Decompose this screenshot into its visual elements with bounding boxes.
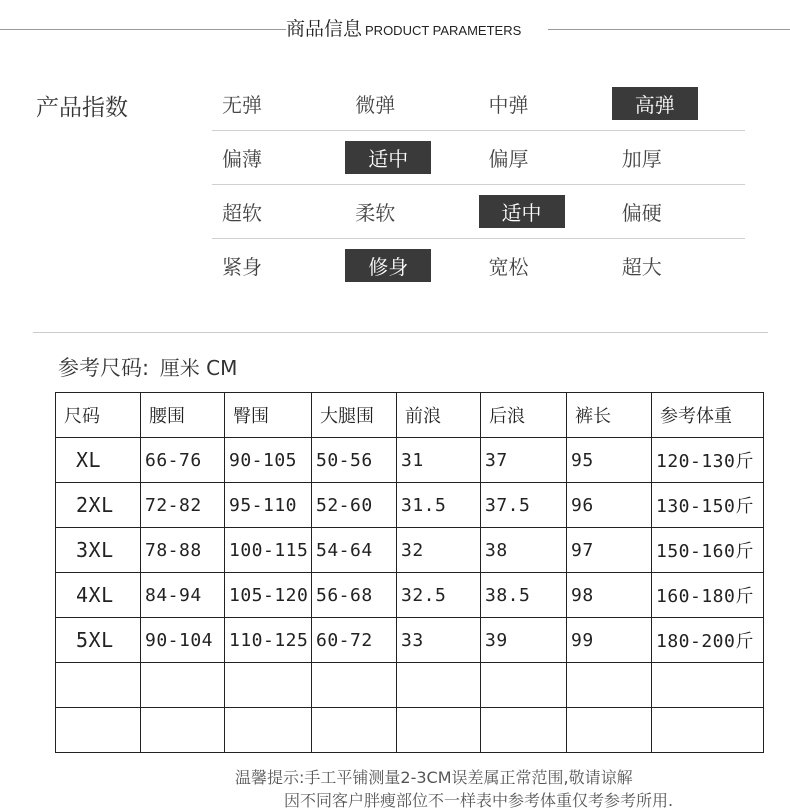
table-cell: [397, 663, 481, 708]
param-option: [212, 89, 345, 118]
table-cell: 97: [567, 528, 652, 573]
table-cell: 52-60: [312, 483, 397, 528]
column-header: 臀围: [225, 393, 312, 438]
table-cell: 90-104: [141, 618, 225, 663]
table-cell: [141, 708, 225, 753]
table-cell: 39: [481, 618, 567, 663]
param-option-label: 超软: [222, 201, 262, 225]
table-cell: [56, 708, 141, 753]
size-chart-title: [58, 352, 237, 382]
param-option-label: 高弹: [612, 87, 698, 120]
table-cell: 160-180斤: [652, 573, 764, 618]
note-line-1: 温馨提示:手工平铺测量2-3CM误差属正常范围,敬请谅解: [235, 768, 633, 787]
table-cell: [481, 708, 567, 753]
table-cell: 3XL: [56, 528, 141, 573]
param-option-label: 修身: [345, 249, 431, 282]
table-cell: [56, 663, 141, 708]
param-option: [345, 89, 478, 118]
param-option-label: 无弹: [222, 93, 262, 117]
table-cell: 33: [397, 618, 481, 663]
table-cell: [397, 708, 481, 753]
table-cell: [141, 663, 225, 708]
column-header: 后浪: [481, 393, 567, 438]
table-row: [56, 528, 764, 573]
table-cell: 50-56: [312, 438, 397, 483]
table-cell: 96: [567, 483, 652, 528]
table-cell: 5XL: [56, 618, 141, 663]
param-option-label: 超大: [621, 255, 662, 279]
table-cell: 60-72: [312, 618, 397, 663]
table-cell: 95: [567, 438, 652, 483]
table-cell: 95-110: [225, 483, 312, 528]
header-rule-right: [548, 29, 790, 30]
param-option: [479, 251, 612, 280]
table-cell: [481, 663, 567, 708]
param-row: [212, 239, 745, 292]
param-option: [612, 197, 745, 226]
table-cell: [312, 663, 397, 708]
param-option-label: 偏硬: [621, 201, 662, 225]
table-cell: 66-76: [141, 438, 225, 483]
table-cell: 98: [567, 573, 652, 618]
table-cell: [567, 663, 652, 708]
param-option-label: 适中: [345, 141, 431, 174]
header-title-en: PRODUCT PARAMETERS: [365, 23, 522, 38]
table-cell: 99: [567, 618, 652, 663]
table-cell: 38.5: [481, 573, 567, 618]
table-cell: 110-125: [225, 618, 312, 663]
table-cell: 54-64: [312, 528, 397, 573]
header-title-cn: 商品信息: [286, 18, 363, 40]
table-cell: 31.5: [397, 483, 481, 528]
param-row: [212, 77, 745, 131]
param-option-selected: [612, 87, 745, 120]
param-option-label: 偏厚: [488, 147, 529, 171]
param-option: [212, 143, 345, 172]
table-row: [56, 483, 764, 528]
table-cell: XL: [56, 438, 141, 483]
section-header: [286, 14, 521, 44]
table-cell: 130-150斤: [652, 483, 764, 528]
column-header: 腰围: [141, 393, 225, 438]
param-option-label: 加厚: [621, 147, 662, 171]
size-chart-label: 参考尺码:: [58, 356, 150, 380]
table-cell: 90-105: [225, 438, 312, 483]
param-option: [345, 197, 478, 226]
table-cell: 105-120: [225, 573, 312, 618]
table-row: [56, 708, 764, 753]
table-row: [56, 573, 764, 618]
param-option-label: 紧身: [222, 255, 262, 279]
table-cell: 120-130斤: [652, 438, 764, 483]
param-option-selected: [345, 249, 478, 282]
column-header: 参考体重: [652, 393, 764, 438]
table-cell: [225, 708, 312, 753]
table-row: [56, 438, 764, 483]
param-option: [612, 143, 745, 172]
table-cell: 32.5: [397, 573, 481, 618]
table-cell: 37.5: [481, 483, 567, 528]
size-table: [55, 392, 764, 753]
param-grid: [212, 77, 745, 292]
table-cell: [652, 663, 764, 708]
param-option: [479, 143, 612, 172]
param-option-label: 偏薄: [222, 147, 262, 171]
table-cell: 84-94: [141, 573, 225, 618]
table-cell: 150-160斤: [652, 528, 764, 573]
table-cell: 72-82: [141, 483, 225, 528]
table-cell: 38: [481, 528, 567, 573]
table-cell: [312, 708, 397, 753]
table-cell: 31: [397, 438, 481, 483]
column-header: 大腿围: [312, 393, 397, 438]
header-rule-left: [0, 29, 286, 30]
table-cell: 100-115: [225, 528, 312, 573]
table-cell: [567, 708, 652, 753]
param-option-selected: [479, 195, 612, 228]
table-cell: 2XL: [56, 483, 141, 528]
param-option-label: 柔软: [355, 201, 396, 225]
note-line-2: 因不同客户胖瘦部位不一样表中参考体重仅考参考所用.: [284, 791, 674, 810]
table-cell: [225, 663, 312, 708]
param-row: [212, 131, 745, 185]
param-option-label: 微弹: [355, 93, 396, 117]
column-header: 尺码: [56, 393, 141, 438]
param-option-label: 适中: [479, 195, 565, 228]
table-cell: 4XL: [56, 573, 141, 618]
param-option: [612, 251, 745, 280]
param-option-label: 中弹: [488, 93, 529, 117]
param-label: 产品指数: [36, 95, 128, 121]
table-cell: 32: [397, 528, 481, 573]
param-option-selected: [345, 141, 478, 174]
table-cell: 78-88: [141, 528, 225, 573]
param-option: [479, 89, 612, 118]
table-cell: 56-68: [312, 573, 397, 618]
param-option-label: 宽松: [488, 255, 529, 279]
table-cell: 180-200斤: [652, 618, 764, 663]
param-option: [212, 251, 345, 280]
table-cell: 37: [481, 438, 567, 483]
table-header-row: [56, 393, 764, 438]
column-header: 裤长: [567, 393, 652, 438]
column-header: 前浪: [397, 393, 481, 438]
table-row: [56, 663, 764, 708]
section-divider: [33, 332, 768, 333]
param-row: [212, 185, 745, 239]
size-chart-unit: 厘米 CM: [159, 356, 238, 380]
table-row: [56, 618, 764, 663]
table-cell: [652, 708, 764, 753]
param-option: [212, 197, 345, 226]
